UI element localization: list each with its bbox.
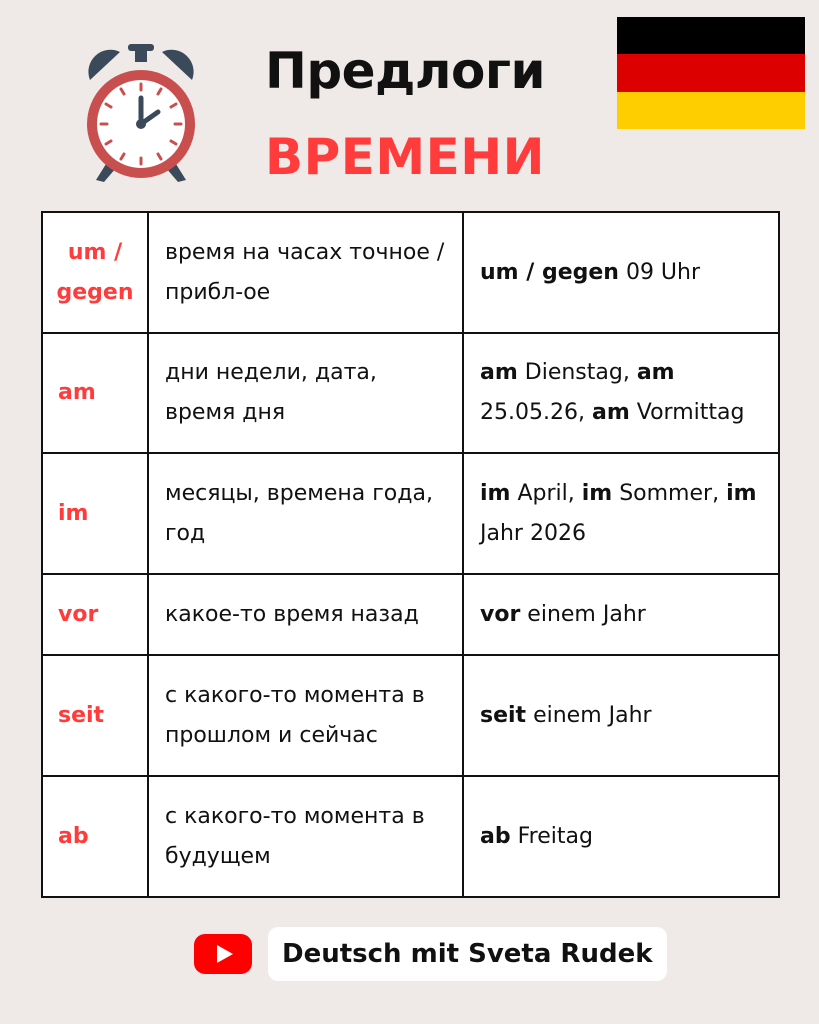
preposition-cell: ab xyxy=(42,776,148,897)
description-cell: дни недели, дата, время дня xyxy=(148,333,463,453)
example-text: Dienstag, xyxy=(517,360,637,385)
description-cell: какое-то время назад xyxy=(148,574,463,655)
example-preposition: ab xyxy=(480,823,511,849)
example-preposition: im xyxy=(480,480,511,506)
title-line1: Предлоги xyxy=(264,42,546,100)
youtube-icon xyxy=(194,934,252,974)
example-cell xyxy=(463,212,779,333)
prepositions-table xyxy=(41,211,780,898)
channel-name: Deutsch mit Sveta Rudek xyxy=(268,927,667,981)
example-text: Sommer, xyxy=(612,480,727,506)
example-preposition: am xyxy=(636,360,675,385)
example-text: Vormittag xyxy=(629,400,745,425)
example-preposition: um / gegen xyxy=(480,259,619,285)
example-cell xyxy=(463,333,779,453)
footer xyxy=(194,927,667,981)
table-row xyxy=(42,333,779,453)
example-preposition: vor xyxy=(480,601,521,627)
preposition-cell: im xyxy=(42,453,148,574)
table-row xyxy=(42,212,779,333)
flag-stripe-gold xyxy=(617,92,805,129)
example-preposition: am xyxy=(591,400,630,425)
description-cell: с какого-то момента в будущем xyxy=(148,776,463,897)
germany-flag-icon xyxy=(617,17,805,129)
title-line2: ВРЕМЕНИ xyxy=(264,128,545,186)
table-row xyxy=(42,453,779,574)
example-cell xyxy=(463,776,779,897)
preposition-cell: seit xyxy=(42,655,148,776)
table-row xyxy=(42,574,779,655)
flag-stripe-red xyxy=(617,54,805,91)
preposition-cell: um / gegen xyxy=(42,212,148,333)
flag-stripe-black xyxy=(617,17,805,54)
example-preposition: im xyxy=(726,480,757,506)
description-cell: месяцы, времена года, год xyxy=(148,453,463,574)
table-row xyxy=(42,776,779,897)
table-row xyxy=(42,655,779,776)
example-cell xyxy=(463,574,779,655)
preposition-cell: vor xyxy=(42,574,148,655)
description-cell: время на часах точное / прибл-ое xyxy=(148,212,463,333)
alarm-clock-icon xyxy=(82,42,200,188)
example-text: 25.05.26, xyxy=(480,400,592,425)
example-text: 09 Uhr xyxy=(618,259,701,285)
example-cell xyxy=(463,453,779,574)
example-text: einem Jahr xyxy=(526,702,652,728)
preposition-cell: am xyxy=(42,333,148,453)
example-text: April, xyxy=(510,480,582,506)
example-preposition: seit xyxy=(480,702,527,728)
example-preposition: am xyxy=(480,360,518,385)
example-text: Jahr 2026 xyxy=(480,520,586,546)
example-preposition: im xyxy=(581,480,613,506)
description-cell: с какого-то момента в прошлом и сейчас xyxy=(148,655,463,776)
example-text: einem Jahr xyxy=(520,601,646,627)
example-text: Freitag xyxy=(510,823,593,849)
example-cell xyxy=(463,655,779,776)
